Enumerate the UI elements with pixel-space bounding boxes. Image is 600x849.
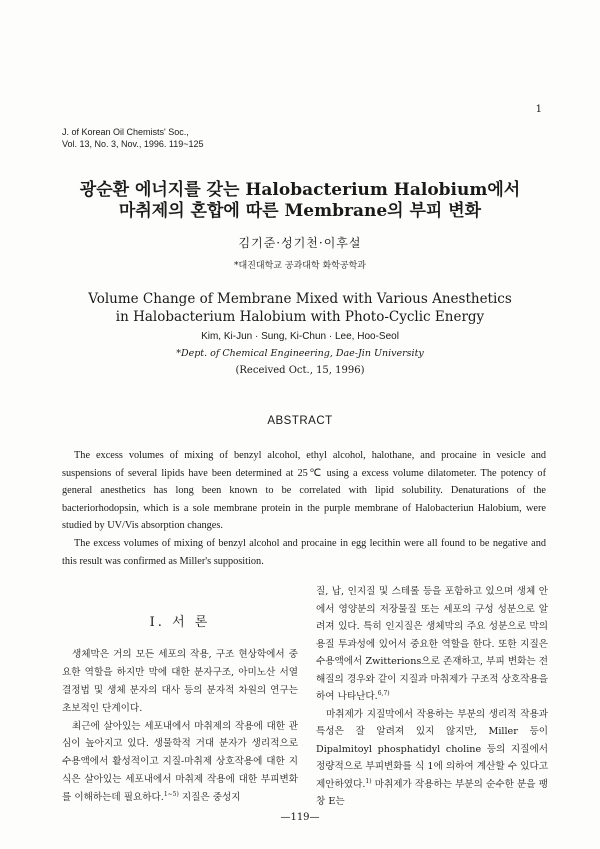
- citation-ref: 1~5): [163, 790, 179, 798]
- footer-page-number: —119—: [280, 812, 320, 823]
- citation-ref: 6,7): [377, 689, 390, 697]
- english-title: [0, 290, 600, 326]
- korean-title: [0, 180, 600, 222]
- english-title-line-2: in Halobacterium Halobium with Photo-Cyclic Energy: [115, 309, 485, 325]
- korean-affiliation: *대진대학교 공과대학 화학공학과: [234, 261, 366, 271]
- citation-ref: 1): [365, 777, 372, 785]
- right-column: [316, 583, 548, 811]
- abstract-paragraph-2: The excess volumes of mixing of benzyl alcohol and procaine in egg lecithin were all found to be negative and this result was confirmed as Miller's supposition.: [62, 537, 546, 567]
- intro-paragraph-2: [62, 718, 298, 808]
- abstract-paragraph-1: The excess volumes of mixing of benzyl alcohol, ethyl alcohol, halothane, and procaine in vesicle and suspensions of several lipids have been determined at 25℃ using a excess volume dilatometer. The potency of general anesthetics has long been known to be correlated with lipid solubility. Denaturations of the bacteriorhodopsin, which is a sole membrane protein in the purple membrane of Halobacteriun Halobium, were studied by UV/Vis absorption changes.: [62, 450, 546, 532]
- journal-line-2: Vol. 13, No. 3, Nov., 1996. 119~125: [62, 139, 204, 149]
- intro-paragraph-2-tail: 지질은 중성지: [178, 792, 241, 804]
- right-paragraph-2-text: 마취제가 지질막에서 작용하는 부분의 생리적 작용과 특성은 잘 알려져 있지 않지만, Miller 등이 Dipalmitoyl phosphatidyl choline 등의 지질에서 정량적으로 부피변화를 식 1에 의하여 계산할 수 있다고 제안하였다.: [316, 708, 548, 790]
- english-title-line-1: Volume Change of Membrane Mixed with Various Anesthetics: [88, 291, 512, 307]
- page-number-top: 1: [535, 104, 542, 115]
- korean-title-line-1: 광순환 에너지를 갖는 Halobacterium Halobium에서: [79, 180, 521, 200]
- received-date: (Received Oct., 15, 1996): [235, 365, 365, 376]
- abstract-heading: ABSTRACT: [267, 415, 333, 427]
- right-paragraph-1-text: 질, 납, 인지질 및 스테롤 등을 포함하고 있으며 생체 안에서 영양분의 저장물질 또는 세포의 구성 성분으로 알려져 있다. 특히 인지질은 생체막의 주요 성분으로 막의 용질 투과성에 있어서 중요한 역할을 한다. 또한 지질은 수용액에서 Zwitterions으로 존재하고, 부피 변화는 전해질의 경우와 같이 지질과 마취제가 구조적 상호작용을 하여 나타난다.: [316, 586, 548, 702]
- intro-paragraph-2-text: 최근에 살아있는 세포내에서 마취제의 작용에 대한 관심이 높아지고 있다. 생물학적 거대 분자가 생리적으로 수용액에서 활성적이고 지질-마취제 상호작용에 대한 지식은 살아있는 세포내에서 마취제 작용에 대한 부피변화를 이해하는데 필요하다.: [62, 720, 298, 804]
- english-authors: Kim, Ki-Jun · Sung, Ki-Chun · Lee, Hoo-Seol: [201, 331, 399, 342]
- right-paragraph-2: [316, 706, 548, 811]
- journal-line-1: J. of Korean Oil Chemists' Soc.,: [62, 127, 189, 137]
- right-paragraph-1: [316, 583, 548, 706]
- korean-title-line-2: 마취제의 혼합에 따른 Membrane의 부피 변화: [118, 201, 482, 221]
- intro-heading: I. 서 론: [149, 615, 211, 630]
- journal-reference: [62, 126, 204, 150]
- left-column: [62, 606, 298, 807]
- english-affiliation: *Dept. of Chemical Engineering, Dae-Jin University: [176, 348, 424, 359]
- intro-paragraph-1: 생체막은 거의 모든 세포의 작용, 구조 현상학에서 중요한 역할을 하지만 막에 대한 분자구조, 아미노산 서열 결정법 및 생체 분자의 대사 등의 분자적 차원의 연구는 초보적인 단계이다.: [62, 648, 298, 714]
- right-paragraph-2-tail: 마취제가 작용하는 부분의 순수한 분을 팽창 E는: [316, 778, 548, 807]
- abstract-body: [62, 447, 546, 570]
- korean-authors: 김기준·성기천·이후설: [238, 236, 362, 250]
